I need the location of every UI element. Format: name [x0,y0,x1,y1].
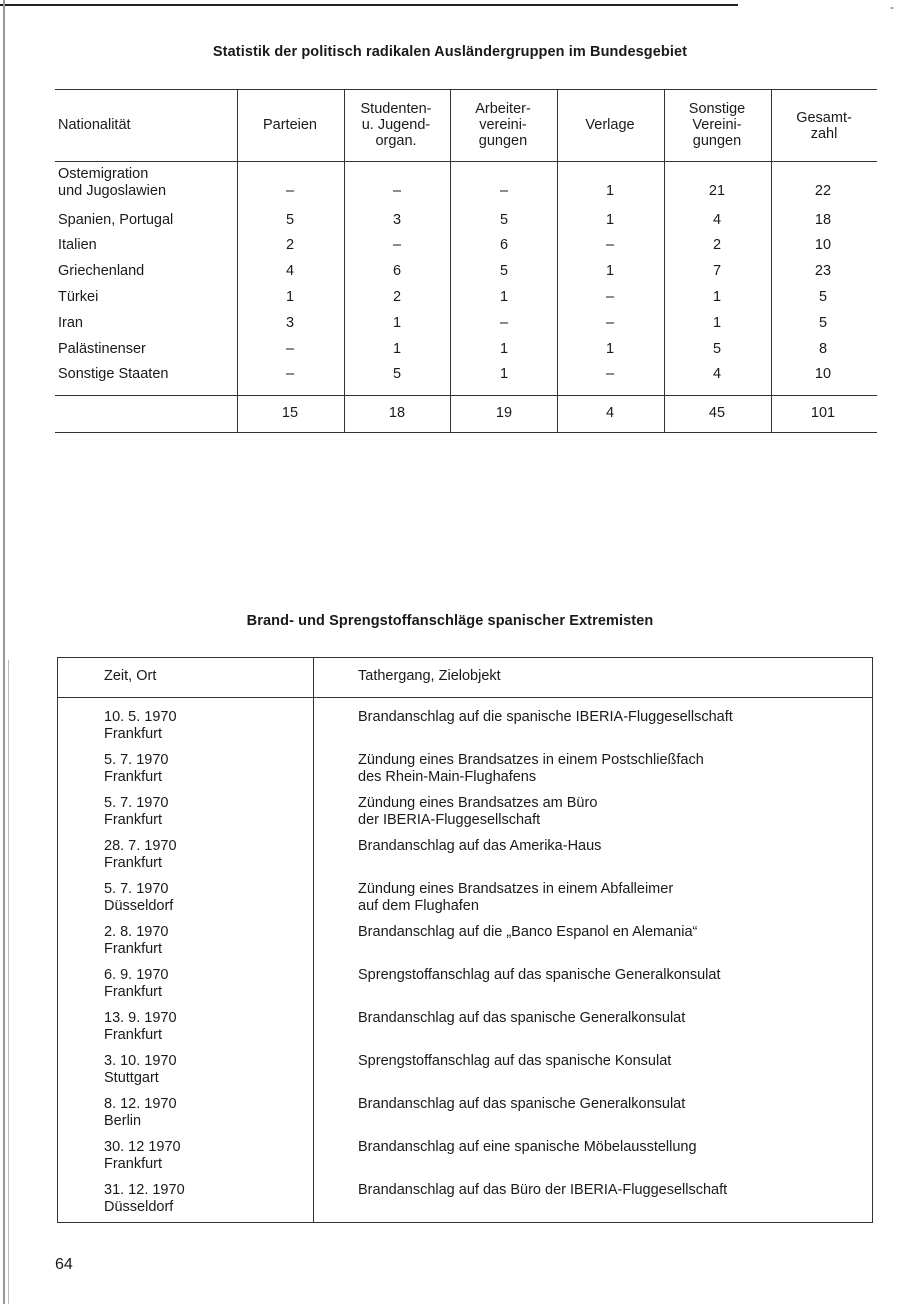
table1-col-divider [557,89,558,432]
entry-date: 5. 7. 1970 [104,881,169,897]
table-cell: 8 [818,341,828,357]
entry-place: Düsseldorf [104,898,174,914]
entry-place: Frankfurt [104,1156,163,1172]
table1-col-divider [344,89,345,432]
table-cell: 3 [392,212,402,228]
entry-description: Sprengstoffanschlag auf das spanische Konsulat [358,1053,672,1069]
entry-place: Frankfurt [104,769,163,785]
table-cell: 6 [392,263,402,279]
table1-title: Statistik der politisch radikalen Ausländergruppen im Bundesgebiet [212,44,688,60]
table-cell: 10 [814,366,832,382]
header-parteien: Parteien [262,117,317,133]
entry-place: Frankfurt [104,1027,163,1043]
total-cell: 4 [605,405,615,421]
entry-place: Frankfurt [104,984,163,1000]
table-cell: – [605,237,615,253]
table-cell: 5 [392,366,402,382]
table-cell: 1 [285,289,295,305]
header-studenten: Studenten- u. Jugend- organ. [360,101,432,149]
entry-description: Brandanschlag auf die spanische IBERIA-Fluggesellschaft [358,709,733,725]
entry-date: 30. 12 1970 [104,1139,181,1155]
table-cell: 1 [499,341,509,357]
total-cell: 101 [810,405,836,421]
table-cell: – [499,315,509,331]
entry-date-place [104,752,169,786]
entry-description: Brandanschlag auf das spanische Generalkonsulat [358,1010,686,1026]
table-cell: 2 [392,289,402,305]
table1-col-divider [450,89,451,432]
entry-date-place [104,967,169,1001]
table2-title: Brand- und Sprengstoffanschläge spanischer Extremisten [246,613,654,629]
table-cell: 1 [712,315,722,331]
entry-date: 5. 7. 1970 [104,752,169,768]
entry-date-place [104,795,169,829]
table-cell: 1 [392,341,402,357]
left-margin-rule [3,0,5,1304]
table1-body-rule [55,395,877,396]
entry-date: 2. 8. 1970 [104,924,169,940]
table1-col-divider [664,89,665,432]
entry-date-place [104,881,173,915]
table-cell: 5 [285,212,295,228]
table-cell: 10 [814,237,832,253]
entry-date-place [104,1010,177,1044]
entry-place: Düsseldorf [104,1199,174,1215]
entry-date: 31. 12. 1970 [104,1182,185,1198]
table-cell: 23 [814,263,832,279]
table-cell: 5 [499,212,509,228]
table-cell: 5 [499,263,509,279]
entry-date: 3. 10. 1970 [104,1053,177,1069]
entry-date: 10. 5. 1970 [104,709,177,725]
entry-date-place [104,1053,177,1087]
entry-date-place [104,1182,185,1216]
top-rule [0,4,738,6]
header-arbeiter: Arbeiter- vereini- gungen [475,101,531,149]
header-gesamtzahl: Gesamt- zahl [796,110,852,142]
header-verlage: Verlage [585,117,635,133]
table1-col-divider [771,89,772,432]
total-cell: 18 [388,405,406,421]
row-nationality: Italien [58,237,97,253]
page-number: 64 [55,1256,73,1273]
entry-place: Frankfurt [104,941,163,957]
header-nationalitaet: Nationalität [58,117,131,133]
table-cell: 5 [818,289,828,305]
row-nationality: Palästinenser [58,341,146,357]
entry-place: Frankfurt [104,726,163,742]
table-cell: – [605,315,615,331]
table-cell: 22 [814,183,832,199]
entry-place: Stuttgart [104,1070,159,1086]
entry-description: Brandanschlag auf eine spanische Möbelausstellung [358,1139,697,1155]
table-cell: 1 [712,289,722,305]
row-nationality: Ostemigration und Jugoslawien [58,166,167,199]
entry-description: Brandanschlag auf das spanische Generalkonsulat [358,1096,686,1112]
table-cell: 1 [605,341,615,357]
table-cell: 3 [285,315,295,331]
table-cell: – [605,366,615,382]
entry-date: 6. 9. 1970 [104,967,169,983]
row-nationality: Griechenland [58,263,145,279]
entry-description: Zündung eines Brandsatzes in einem Postschließfach des Rhein-Main-Flughafens [358,752,704,785]
table-cell: 21 [708,183,726,199]
entry-description: Brandanschlag auf das Büro der IBERIA-Fluggesellschaft [358,1182,728,1198]
entry-date: 8. 12. 1970 [104,1096,177,1112]
header-tathergang: Tathergang, Zielobjekt [358,668,501,684]
table-cell: – [392,237,402,253]
entry-date: 28. 7. 1970 [104,838,177,854]
row-nationality: Türkei [58,289,99,305]
total-cell: 45 [708,405,726,421]
entry-place: Frankfurt [104,812,163,828]
entry-description: Zündung eines Brandsatzes am Büro der IBERIA-Fluggesellschaft [358,795,598,828]
entry-place: Frankfurt [104,855,163,871]
entry-description: Sprengstoffanschlag auf das spanische Generalkonsulat [358,967,721,983]
table1-top-rule [55,89,877,90]
entry-date-place [104,1096,177,1130]
table-cell: 1 [392,315,402,331]
header-sonstige: Sonstige Vereini- gungen [688,101,746,149]
table-cell: 5 [712,341,722,357]
table-cell: – [499,183,509,199]
table-cell: 2 [285,237,295,253]
left-margin-rule-inner [8,660,9,1304]
table-cell: 1 [605,263,615,279]
header-zeit-ort: Zeit, Ort [104,668,157,684]
table1-col-divider [237,89,238,432]
table1-bottom-rule [55,432,877,433]
entry-date: 5. 7. 1970 [104,795,169,811]
table1-header-rule [55,161,877,162]
table-cell: – [605,289,615,305]
entry-date-place [104,838,177,872]
table-cell: 1 [605,183,615,199]
entry-description: Zündung eines Brandsatzes in einem Abfalleimer auf dem Flughafen [358,881,674,914]
table-cell: 1 [605,212,615,228]
table-cell: 4 [712,366,722,382]
entry-date-place [104,1139,181,1173]
table-cell: 4 [712,212,722,228]
table-cell: – [285,183,295,199]
table-cell: – [285,366,295,382]
total-cell: 15 [281,405,299,421]
row-nationality: Iran [58,315,83,331]
table-cell: 18 [814,212,832,228]
table-cell: 2 [712,237,722,253]
table-cell: 7 [712,263,722,279]
table-cell: 6 [499,237,509,253]
table-cell: 1 [499,289,509,305]
corner-mark: - [890,0,894,14]
table-cell: – [285,341,295,357]
entry-description: Brandanschlag auf die „Banco Espanol en Alemania“ [358,924,698,940]
entry-date-place [104,924,169,958]
table-cell: 5 [818,315,828,331]
table-cell: – [392,183,402,199]
attacks-table-col-divider [313,657,314,1223]
table-cell: 4 [285,263,295,279]
entry-description: Brandanschlag auf das Amerika-Haus [358,838,602,854]
total-cell: 19 [495,405,513,421]
row-nationality: Sonstige Staaten [58,366,169,382]
entry-date-place [104,709,177,743]
entry-place: Berlin [104,1113,142,1129]
table-cell: 1 [499,366,509,382]
row-nationality: Spanien, Portugal [58,212,174,228]
entry-date: 13. 9. 1970 [104,1010,177,1026]
attacks-table-header-rule [57,697,873,698]
